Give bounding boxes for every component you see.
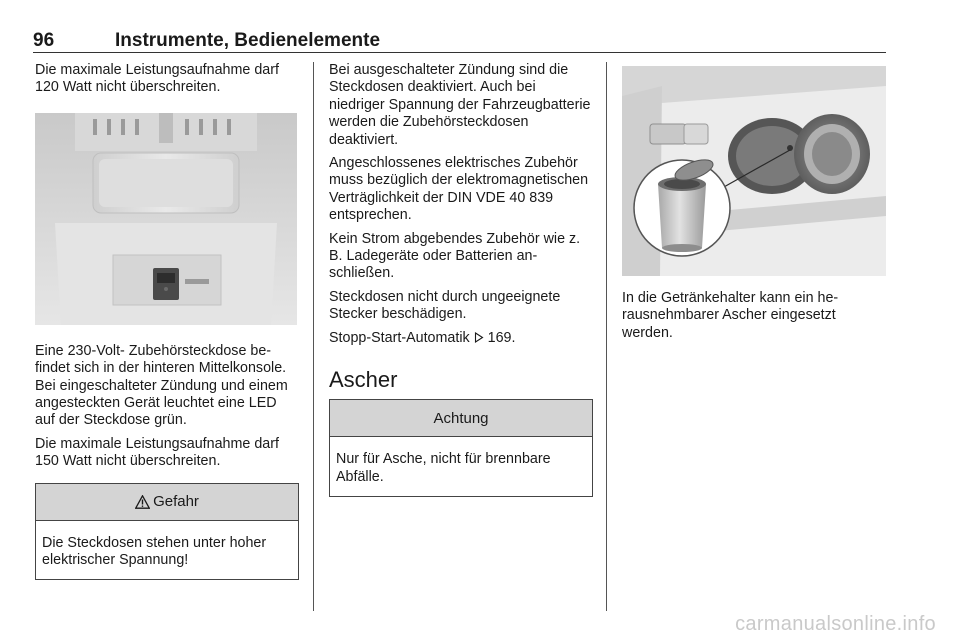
column-divider-1: [313, 62, 314, 611]
header-rule: [33, 52, 886, 53]
caution-box: [329, 399, 593, 497]
cupholder-ashtray-photo: [622, 66, 886, 276]
page-header: [33, 30, 886, 54]
paragraph-ignition-off: Bei ausgeschalteter Zündung sind die Steckdosen deaktiviert. Auch bei niedriger Spannung der Fahrzeugbatterie werden die Zubehörsteckdosen deaktiviert.: [329, 62, 591, 148]
warning-triangle-icon: [135, 495, 150, 509]
danger-box: [35, 483, 299, 581]
paragraph-electromagnetic: Angeschlossenes elektrisches Zubehör muss bezüglich der elektromagnetischen Verträglichkeit der DIN VDE 40 839 entsprechen.: [329, 155, 589, 224]
column-divider-2: [606, 62, 607, 611]
paragraph-no-damage: Steckdosen nicht durch ungeeignete Stecker beschädigen.: [329, 288, 561, 323]
paragraph-removable-ashtray: In die Getränkehalter kann ein herausnehmbarer Ascher eingesetzt werden.: [622, 290, 839, 341]
heading-ascher: Ascher: [329, 367, 398, 393]
caution-box-header: [330, 400, 592, 437]
paragraph-no-power-accessories: Kein Strom abgebendes Zubehör wie z. B. Ladegeräte oder Batterien anschließen.: [329, 230, 581, 282]
column-3: [622, 62, 886, 342]
page-number: 96: [33, 30, 55, 51]
stop-start-page-link[interactable]: 169.: [487, 329, 516, 346]
paragraph-power-120: Die maximale Leistungsaufnahme darf 120 Watt nicht überschreiten.: [35, 62, 279, 96]
paragraph-stop-start: [329, 330, 593, 347]
danger-box-body: [36, 521, 298, 580]
section-title: Instrumente, Bedienelemente: [115, 30, 381, 51]
caution-box-body: [330, 437, 592, 496]
danger-box-header: [36, 484, 298, 521]
danger-box-title: Gefahr: [153, 493, 199, 511]
watermark: carmanualsonline.info: [735, 613, 936, 635]
rear-console-illustration: [35, 113, 297, 325]
danger-box-text: Die Steckdosen stehen unter hoher elektrischer Spannung!: [42, 534, 267, 569]
rear-console-socket-photo: [35, 113, 297, 325]
caution-box-title: Achtung: [433, 409, 489, 427]
cupholder-ashtray-illustration: [622, 66, 886, 276]
paragraph-power-150: Die maximale Leistungsaufnahme darf 150 Watt nicht überschreiten.: [35, 435, 279, 470]
paragraph-230v-socket: Eine 230-Volt- Zubehörsteckdose befindet sich in der hinteren Mittelkonsole. Bei eingeschalteter Zündung und einem angesteckten Gerät leuchtet eine LED auf der Steckdose grün.: [35, 342, 288, 429]
stop-start-label: Stopp-Start-Automatik: [329, 329, 470, 346]
column-1: [35, 62, 299, 580]
page-reference-arrow-icon: [474, 332, 484, 343]
caution-box-text: Nur für Asche, nicht für brennbare Abfälle.: [336, 451, 551, 485]
column-2: [329, 62, 593, 497]
